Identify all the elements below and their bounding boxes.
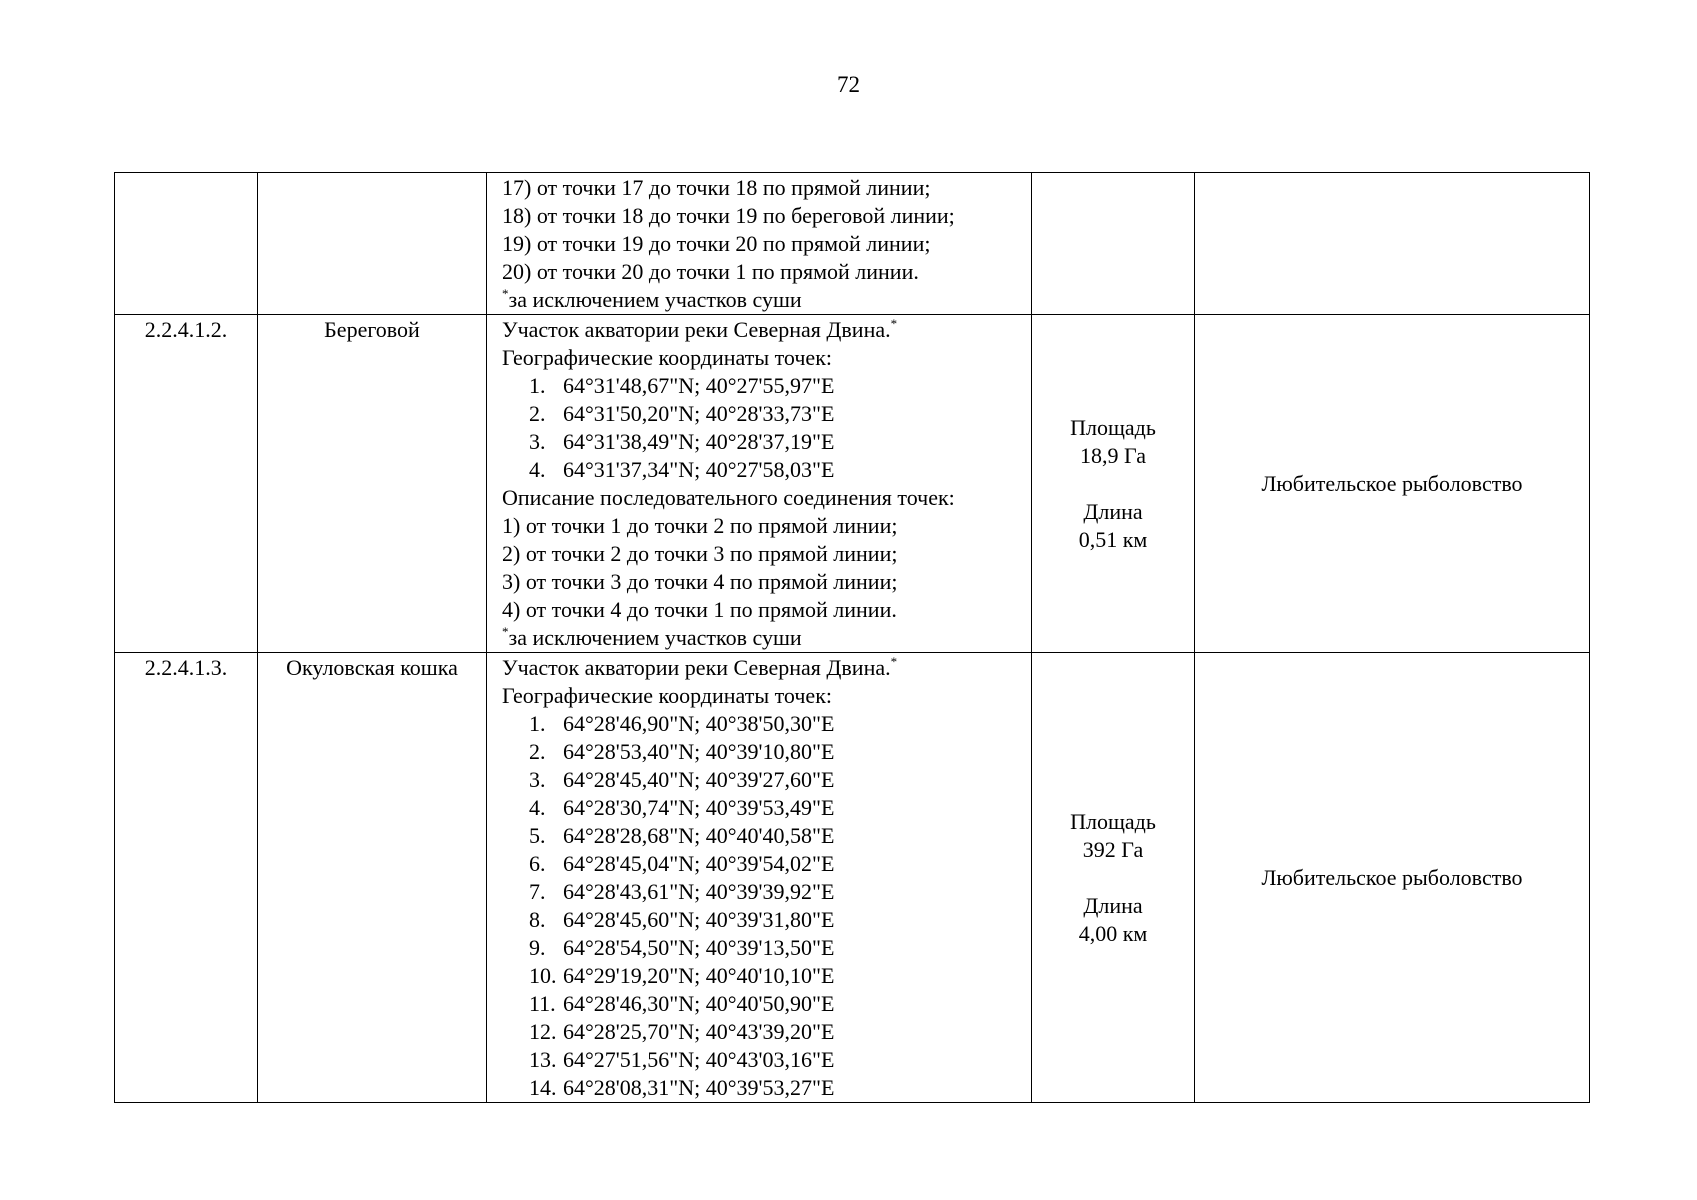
length-value: 4,00 км [1078,920,1148,946]
boundary-description-cell [487,315,1032,653]
point-number: 11. [529,991,556,1016]
coordinate-point [502,428,1031,456]
coordinate-point [502,822,1031,850]
usage-cell [1195,173,1590,315]
point-number: 8. [529,907,546,932]
point-coordinate: 64°28'30,74"N; 40°39'53,49"E [563,795,835,820]
point-number: 4. [529,457,546,482]
point-coordinate: 64°28'43,61"N; 40°39'39,92"E [563,879,835,904]
point-number: 7. [529,879,546,904]
table-row [115,315,1590,653]
size-cell [1032,173,1195,315]
length-value: 0,51 км [1078,526,1148,552]
point-coordinate: 64°31'38,49"N; 40°28'37,19"E [563,429,835,454]
coordinate-point [502,372,1031,400]
point-coordinate: 64°31'50,20"N; 40°28'33,73"E [563,401,835,426]
connection-line: 17) от точки 17 до точки 18 по прямой линии; [502,175,931,200]
row-name-cell: Окуловская кошка [258,653,487,1103]
coordinate-point [502,906,1031,934]
point-coordinate: 64°28'45,04"N; 40°39'54,02"E [563,851,835,876]
table-row [115,653,1590,1103]
coordinate-point [502,456,1031,484]
coordinate-point [502,878,1031,906]
usage-cell: Любительское рыболовство [1195,315,1590,653]
area-label: Площадь [1070,808,1156,834]
coordinate-point [502,1074,1031,1102]
point-number: 13. [529,1047,557,1072]
area-heading [502,654,1031,682]
point-coordinate: 64°28'54,50"N; 40°39'13,50"E [563,935,835,960]
point-coordinate: 64°29'19,20"N; 40°40'10,10"E [563,963,835,988]
coordinate-point [502,962,1031,990]
table-row [115,173,1590,315]
coordinate-point [502,1046,1031,1074]
area-value: 18,9 Га [1080,442,1146,468]
point-number: 14. [529,1075,557,1100]
connection-line: 3) от точки 3 до точки 4 по прямой линии; [502,569,898,594]
coordinate-point [502,738,1031,766]
point-coordinate: 64°27'51,56"N; 40°43'03,16"E [563,1047,835,1072]
coordinate-point [502,794,1031,822]
point-coordinate: 64°28'45,60"N; 40°39'31,80"E [563,907,835,932]
footnote-line [502,624,1031,652]
connection-line: 2) от точки 2 до точки 3 по прямой линии; [502,541,898,566]
usage-cell: Любительское рыболовство [1195,653,1590,1103]
coordinate-point [502,766,1031,794]
point-number: 10. [529,963,557,988]
coordinate-point [502,400,1031,428]
point-coordinate: 64°28'46,90"N; 40°38'50,30"E [563,711,835,736]
point-coordinate: 64°31'37,34"N; 40°27'58,03"E [563,457,835,482]
footnote-mark: * [502,624,509,639]
point-number: 3. [529,429,546,454]
point-coordinate: 64°28'53,40"N; 40°39'10,80"E [563,739,835,764]
size-cell [1032,315,1195,653]
connection-line: 20) от точки 20 до точки 1 по прямой линии. [502,259,919,284]
footnote-mark: * [502,286,509,301]
point-number: 6. [529,851,546,876]
point-number: 2. [529,401,546,426]
boundary-description-cell [487,173,1032,315]
row-number-cell: 2.2.4.1.2. [115,315,258,653]
fishing-areas-table [114,172,1590,1103]
point-number: 2. [529,739,546,764]
connection-line: 4) от точки 4 до точки 1 по прямой линии. [502,597,897,622]
coordinate-point [502,710,1031,738]
area-label: Площадь [1070,414,1156,440]
footnote-text: за исключением участков суши [508,625,802,650]
area-heading-text: Участок акватории реки Северная Двина. [502,655,891,680]
row-number-cell [115,173,258,315]
coordinate-point [502,850,1031,878]
point-coordinate: 64°28'28,68"N; 40°40'40,58"E [563,823,835,848]
footnote-line [502,286,1031,314]
connection-line: 19) от точки 19 до точки 20 по прямой линии; [502,231,931,256]
point-number: 9. [529,935,546,960]
coordinate-point [502,990,1031,1018]
point-number: 1. [529,373,546,398]
coordinate-point [502,1018,1031,1046]
row-number-cell: 2.2.4.1.3. [115,653,258,1103]
connection-description-label: Описание последовательного соединения точек: [502,485,955,510]
coordinate-point [502,934,1031,962]
boundary-description-cell [487,653,1032,1103]
footnote-mark: * [890,316,898,331]
page-number: 72 [837,72,860,97]
connection-line: 1) от точки 1 до точки 2 по прямой линии; [502,513,898,538]
area-heading-text: Участок акватории реки Северная Двина. [502,317,891,342]
footnote-text: за исключением участков суши [508,287,802,312]
area-value: 392 Га [1082,836,1144,862]
point-number: 3. [529,767,546,792]
point-coordinate: 64°28'46,30"N; 40°40'50,90"E [563,991,835,1016]
row-name-cell: Береговой [258,315,487,653]
point-number: 1. [529,711,546,736]
connection-line: 18) от точки 18 до точки 19 по береговой линии; [502,203,955,228]
point-coordinate: 64°31'48,67"N; 40°27'55,97"E [563,373,835,398]
length-label: Длина [1083,892,1143,918]
coordinates-label: Географические координаты точек: [502,345,832,370]
point-number: 12. [529,1019,557,1044]
point-coordinate: 64°28'08,31"N; 40°39'53,27"E [563,1075,835,1100]
length-label: Длина [1083,498,1143,524]
point-number: 4. [529,795,546,820]
row-name-cell [258,173,487,315]
point-number: 5. [529,823,546,848]
coordinates-label: Географические координаты точек: [502,683,832,708]
size-cell [1032,653,1195,1103]
footnote-mark: * [890,654,898,669]
area-heading [502,316,1031,344]
point-coordinate: 64°28'25,70"N; 40°43'39,20"E [563,1019,835,1044]
point-coordinate: 64°28'45,40"N; 40°39'27,60"E [563,767,835,792]
